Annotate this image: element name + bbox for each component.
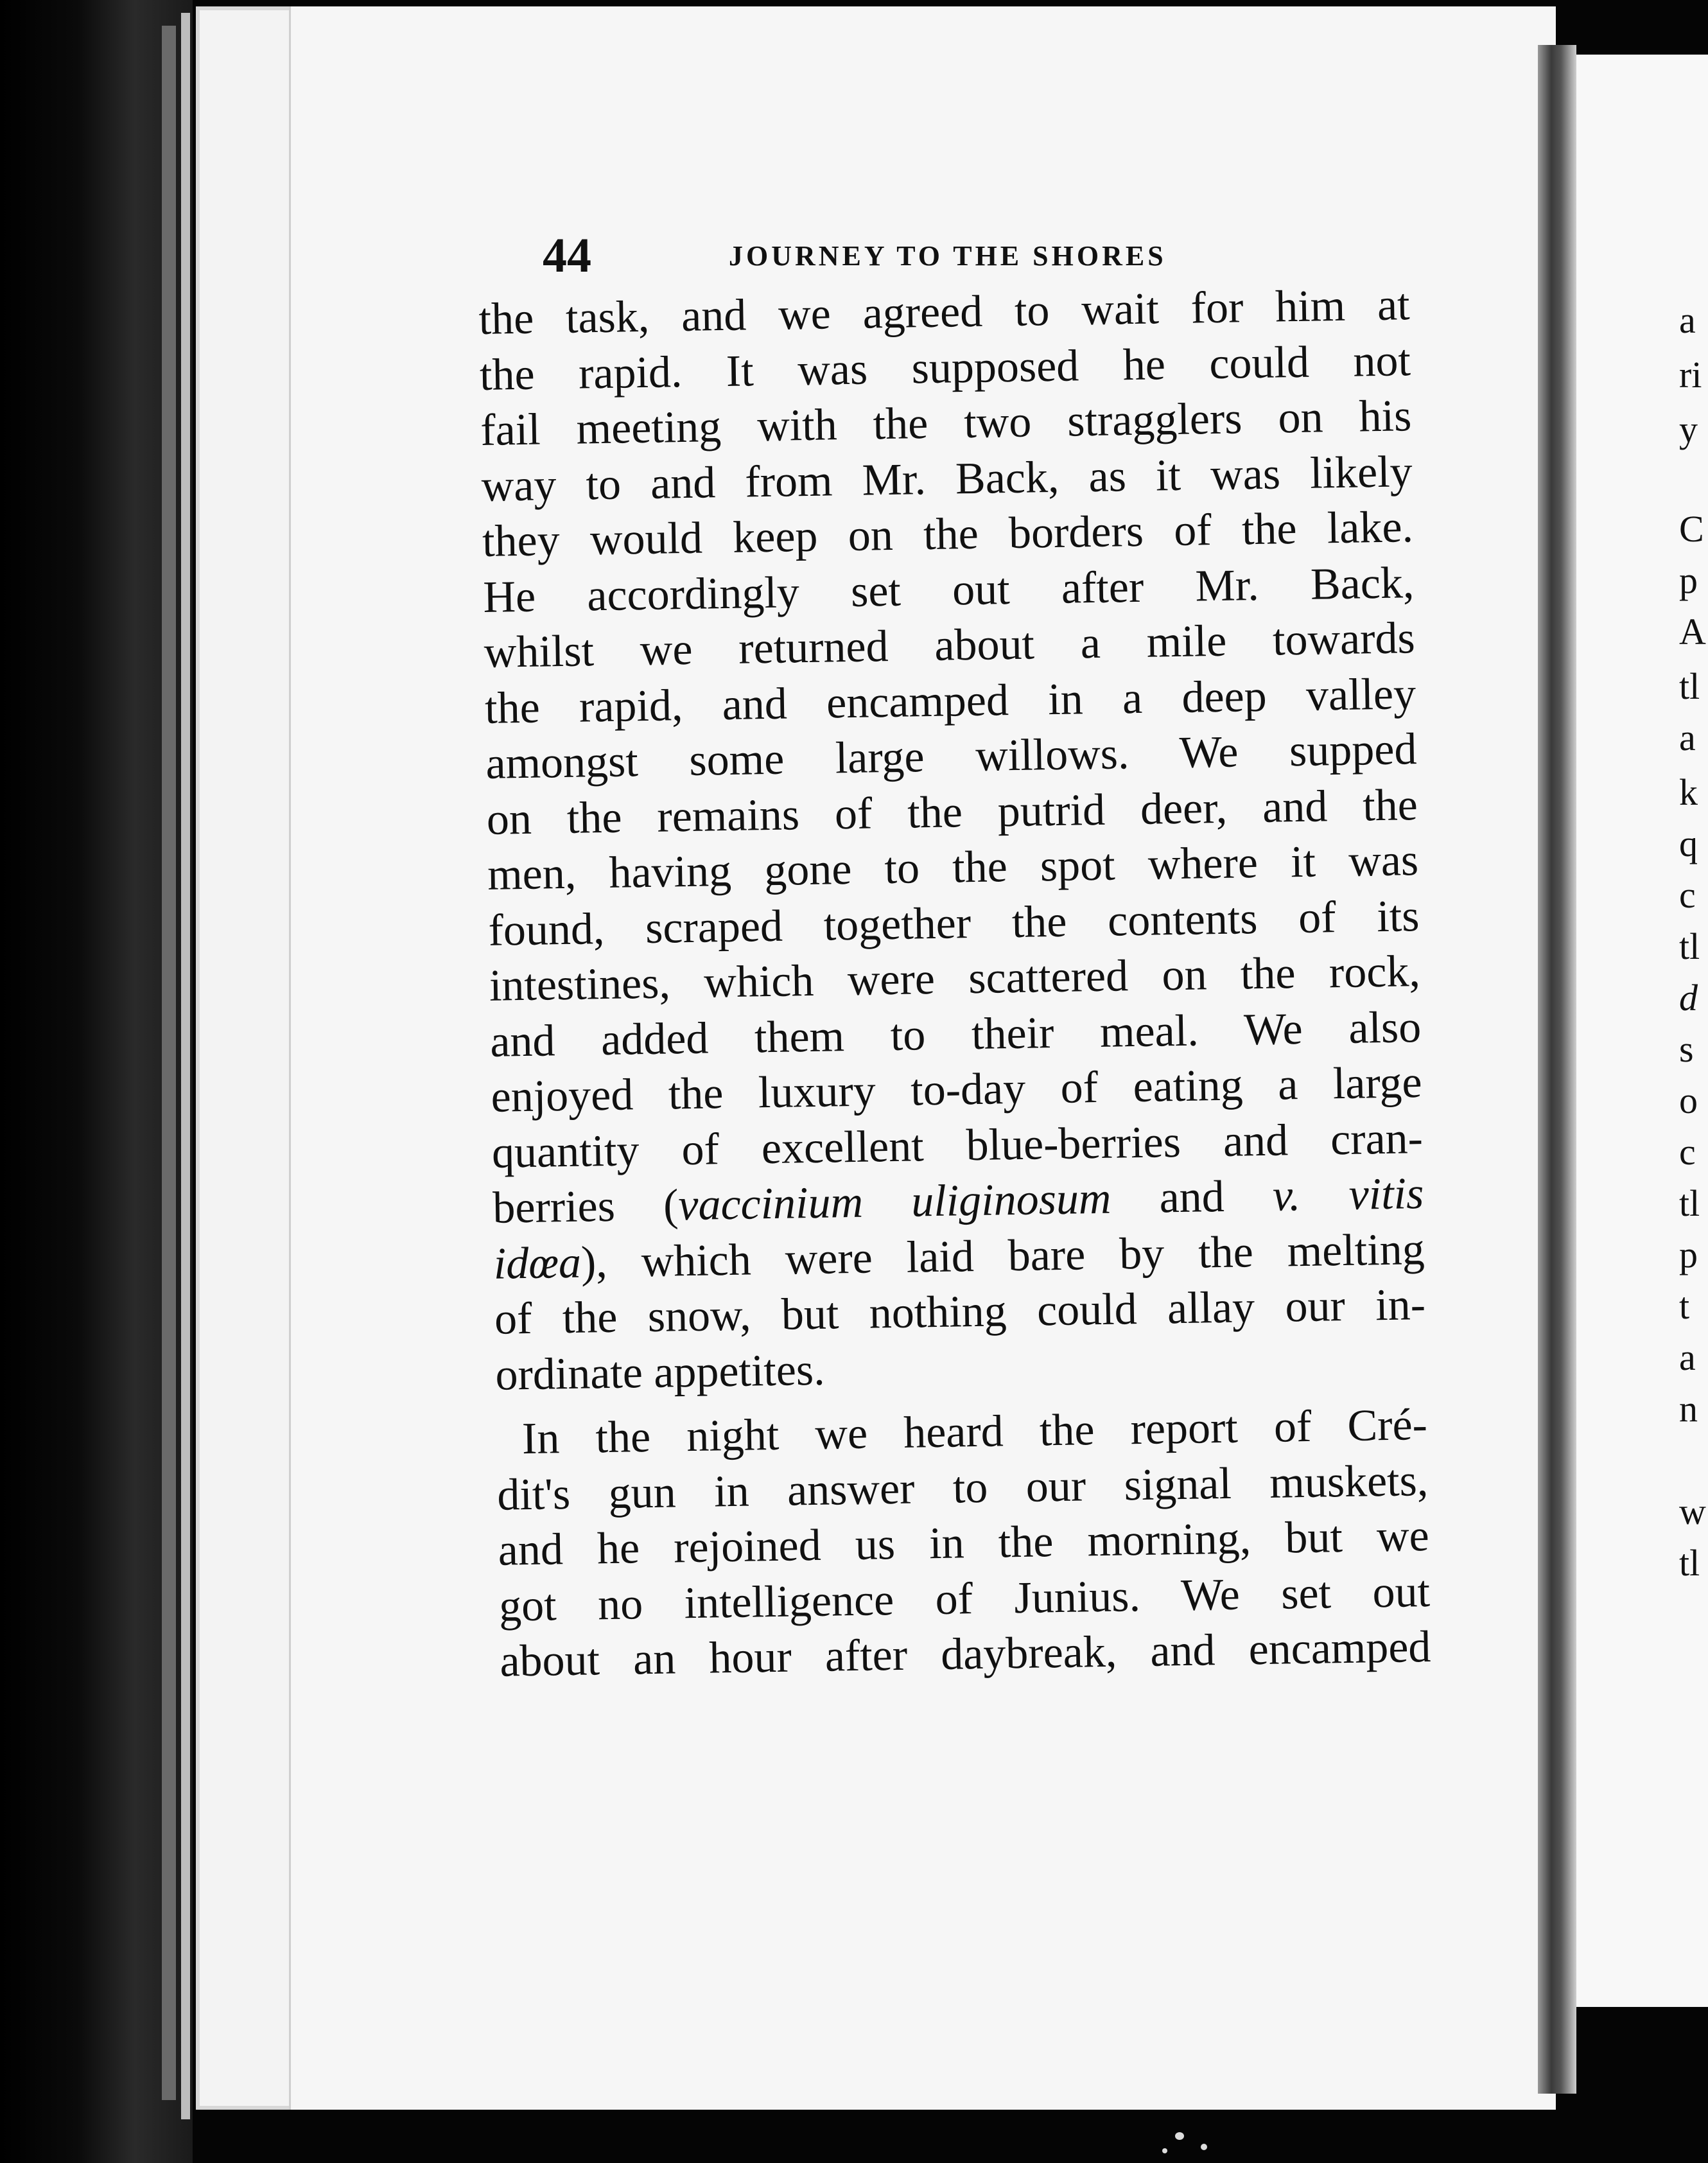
facing-page-letter: y (1679, 408, 1698, 450)
text-line: He accordingly set out after Mr. Back, (482, 557, 1415, 622)
text-line: the rapid. It was supposed he could not (479, 335, 1411, 400)
text-line: fail meeting with the two stragglers on his (480, 391, 1412, 455)
text-line: enjoyed the luxury to-day of eating a large (491, 1058, 1423, 1122)
facing-page-letter: d (1679, 977, 1698, 1019)
text-segment: berries ( (492, 1180, 679, 1233)
text-line: on the remains of the putrid deer, and the (486, 780, 1418, 845)
facing-page-letter: p (1679, 559, 1698, 601)
facing-page-letter: c (1679, 874, 1696, 916)
facing-page-letter: w (1679, 1491, 1706, 1532)
facing-page-letter: C (1679, 508, 1704, 550)
facing-page-letter: a (1679, 717, 1696, 758)
text-line: and he rejoined us in the morning, but we (498, 1511, 1430, 1575)
facing-page-letter: p (1679, 1234, 1698, 1275)
text-line: ordinate appetites. (494, 1345, 826, 1400)
text-line: the rapid, and encamped in a deep valley (484, 669, 1416, 733)
running-head-title: JOURNEY TO THE SHORES (729, 240, 1167, 272)
body-text (478, 277, 1431, 1690)
latin-name: vaccinium uliginosum (677, 1173, 1111, 1230)
facing-page-letter: n (1679, 1388, 1698, 1430)
facing-page-sliver (1576, 55, 1708, 2007)
dust-speck (1201, 2144, 1207, 2150)
text-line: of the snow, but nothing could allay our in- (494, 1280, 1426, 1344)
text-line: the task, and we agreed to wait for him at (478, 280, 1411, 344)
text-line: way to and from Mr. Back, as it was likely (481, 446, 1413, 511)
facing-page-letter: c (1679, 1131, 1696, 1173)
text-line: intestines, which were scattered on the rock, (489, 947, 1421, 1011)
facing-page-letter: a (1679, 299, 1696, 341)
facing-page-letter: tl (1679, 665, 1700, 707)
dust-speck (1175, 2132, 1184, 2140)
left-binding (0, 0, 193, 2163)
facing-page-letter: a (1679, 1336, 1696, 1378)
facing-page-letter: t (1679, 1285, 1690, 1327)
dust-speck (1162, 2148, 1167, 2153)
facing-page-letter: tl (1679, 1182, 1700, 1224)
text-line: and added them to their meal. We also (489, 1002, 1422, 1067)
text-line: found, scraped together the contents of its (488, 891, 1420, 956)
text-line: they would keep on the borders of the lake. (482, 502, 1414, 566)
text-line: men, having gone to the spot where it was (487, 836, 1419, 900)
page-gutter (1538, 45, 1576, 2094)
facing-page-letter: ri (1679, 354, 1702, 396)
running-head (543, 228, 1409, 286)
latin-name: v. vitis (1272, 1169, 1424, 1221)
binding-edge (162, 26, 176, 2100)
page-number: 44 (543, 229, 591, 283)
text-segment: and (1110, 1171, 1273, 1223)
text-line: about an hour after daybreak, and encamped (499, 1622, 1431, 1686)
facing-page-letter: o (1679, 1080, 1698, 1121)
text-segment: ), which were laid bare by the melting (580, 1224, 1425, 1288)
facing-page-letter: s (1679, 1028, 1694, 1070)
latin-name: idœa (493, 1238, 582, 1289)
facing-page-letter: tl (1679, 1542, 1700, 1584)
facing-page-letter: A (1679, 611, 1706, 652)
binding-edge-light (181, 13, 190, 2119)
text-line: whilst we returned about a mile towards (484, 613, 1416, 678)
facing-page-letter: q (1679, 823, 1698, 864)
text-line: In the night we heard the report of Cré- (521, 1400, 1428, 1464)
text-line: got no intelligence of Junius. We set out (498, 1566, 1431, 1631)
text-line: quantity of excellent blue-berries and cran- (491, 1113, 1424, 1178)
facing-page-letter: tl (1679, 925, 1700, 967)
text-line: amongst some large willows. We supped (485, 724, 1417, 789)
text-line: dit's gun in answer to our signal muskets, (496, 1455, 1429, 1520)
facing-page-letter: k (1679, 771, 1698, 813)
